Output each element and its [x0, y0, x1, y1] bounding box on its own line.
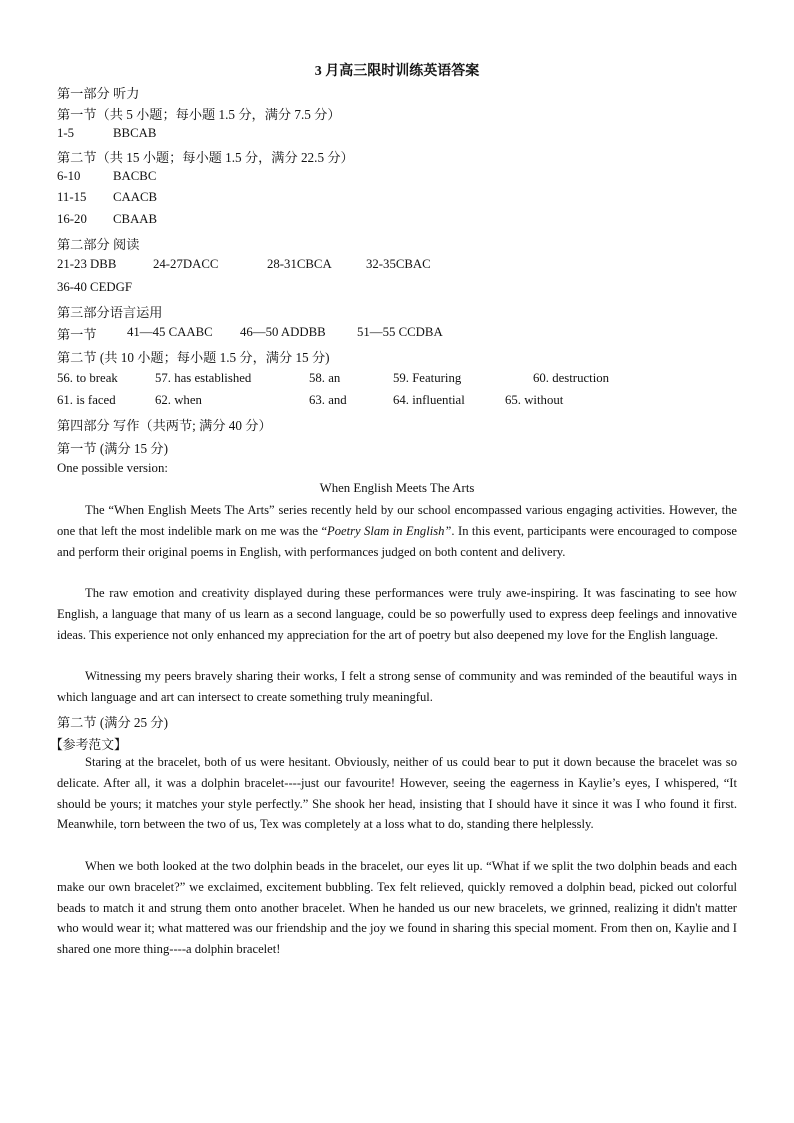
page-title: 3 月高三限时训练英语答案: [314, 64, 480, 79]
part3-sec1-label: 第一节: [57, 327, 97, 342]
reading-answer: 24-27DACC: [153, 257, 219, 271]
part1-sec1-heading: 第一节（共 5 小题；每小题 1.5 分，满分 7.5 分）: [57, 107, 341, 122]
essay-paragraph: The raw emotion and creativity displayed during these performances were truly awe-inspiring. It was fascinating to see how English, a language that many of us learn as a second language, could be so powerfully used to express deep feelings and innovative ideas. This experience not only enhanced my appreciation for the art of poetry but also deepened my love for the English language.: [57, 586, 737, 642]
fill-answer: 61. is faced: [57, 393, 116, 407]
answer-range: 6-10: [57, 169, 81, 183]
part2-heading: 第二部分 阅读: [57, 237, 140, 252]
answer-range: 11-15: [57, 190, 87, 204]
reading-answer: 32-35CBAC: [366, 257, 431, 271]
cloze-answer: 51—55 CCDBA: [357, 325, 443, 339]
answer-value: BBCAB: [113, 126, 157, 140]
fill-answer: 56. to break: [57, 371, 118, 385]
part3-heading: 第三部分语言运用: [57, 305, 163, 320]
reading-answer: 28-31CBCA: [267, 257, 332, 271]
part1-heading: 第一部分 听力: [57, 86, 140, 101]
sample-label: One possible version:: [57, 461, 168, 475]
story-paragraph: When we both looked at the two dolphin beads in the bracelet, our eyes lit up. “What if we split the two dolphin beads and each make our own bracelet?” we exclaimed, excitement bubbling. Tex felt relieved, quickly removed a dolphin bead, picked out colorful beads to match it and strung them onto another bracelet. When he handed us our new bracelets, we grinned, realizing it didn't matter who would wear it; what mattered was our friendship and the joy we found in sharing this special moment. From then on, Kaylie and I shared one more thing----a dolphin bracelet!: [57, 859, 737, 957]
part1-sec2-heading: 第二节（共 15 小题；每小题 1.5 分，满分 22.5 分）: [57, 150, 354, 165]
answer-range: 16-20: [57, 212, 87, 226]
fill-answer: 63. and: [309, 393, 347, 407]
part4-heading: 第四部分 写作（共两节; 满分 40 分）: [57, 418, 272, 433]
reference-label: 【参考范文】: [50, 738, 127, 752]
fill-answer: 59. Featuring: [393, 371, 462, 385]
essay-title: When English Meets The Arts: [319, 481, 475, 495]
essay-emphasis: Poetry Slam in English”: [327, 523, 452, 538]
fill-answer: 60. destruction: [533, 371, 610, 385]
fill-answer: 62. when: [155, 393, 202, 407]
part3-sec2-heading: 第二节 (共 10 小题；每小题 1.5 分，满分 15 分): [57, 350, 330, 365]
reading-answer: 36-40 CEDGF: [57, 280, 133, 294]
answer-value: BACBC: [113, 169, 157, 183]
fill-answer: 65. without: [505, 393, 564, 407]
fill-answer: 58. an: [309, 371, 341, 385]
part4-sec2-heading: 第二节 (满分 25 分): [57, 715, 168, 730]
answer-range: 1-5: [57, 126, 75, 140]
cloze-answer: 46—50 ADDBB: [240, 325, 326, 339]
essay-paragraph: The “When English Meets The Arts” series recently held by our school encompassed various engaging activities. However, the one that left the most indelible mark on me was the “Poetry Slam in English”. In this event, participants were encouraged to compose and perform their original poems in English, with performances judged on both content and delivery.: [57, 503, 737, 559]
answer-value: CAACB: [113, 190, 158, 204]
story-paragraph: Staring at the bracelet, both of us were hesitant. Obviously, neither of us could bear to put it down because the bracelet was so delicate. After all, it was a dolphin bracelet----just our favourite! However, seeing the eagerness in Kaylie’s eyes, I whispered, “It should be yours; it matches your style perfectly.” She shook her head, insisting that I should have it since it was I who found it first. Meanwhile, torn between the two of us, Tex was completely at a loss what to do, standing there helplessly.: [57, 755, 737, 832]
reading-answer: 21-23 DBB: [57, 257, 117, 271]
essay-paragraph: Witnessing my peers bravely sharing their works, I felt a strong sense of community and was reminded of the beautiful ways in which language and art can intersect to create something truly meaningful.: [57, 669, 737, 704]
cloze-answer: 41—45 CAABC: [127, 325, 213, 339]
part4-sec1-heading: 第一节 (满分 15 分): [57, 441, 168, 456]
answer-value: CBAAB: [113, 212, 158, 226]
fill-answer: 57. has established: [155, 371, 252, 385]
fill-answer: 64. influential: [393, 393, 465, 407]
